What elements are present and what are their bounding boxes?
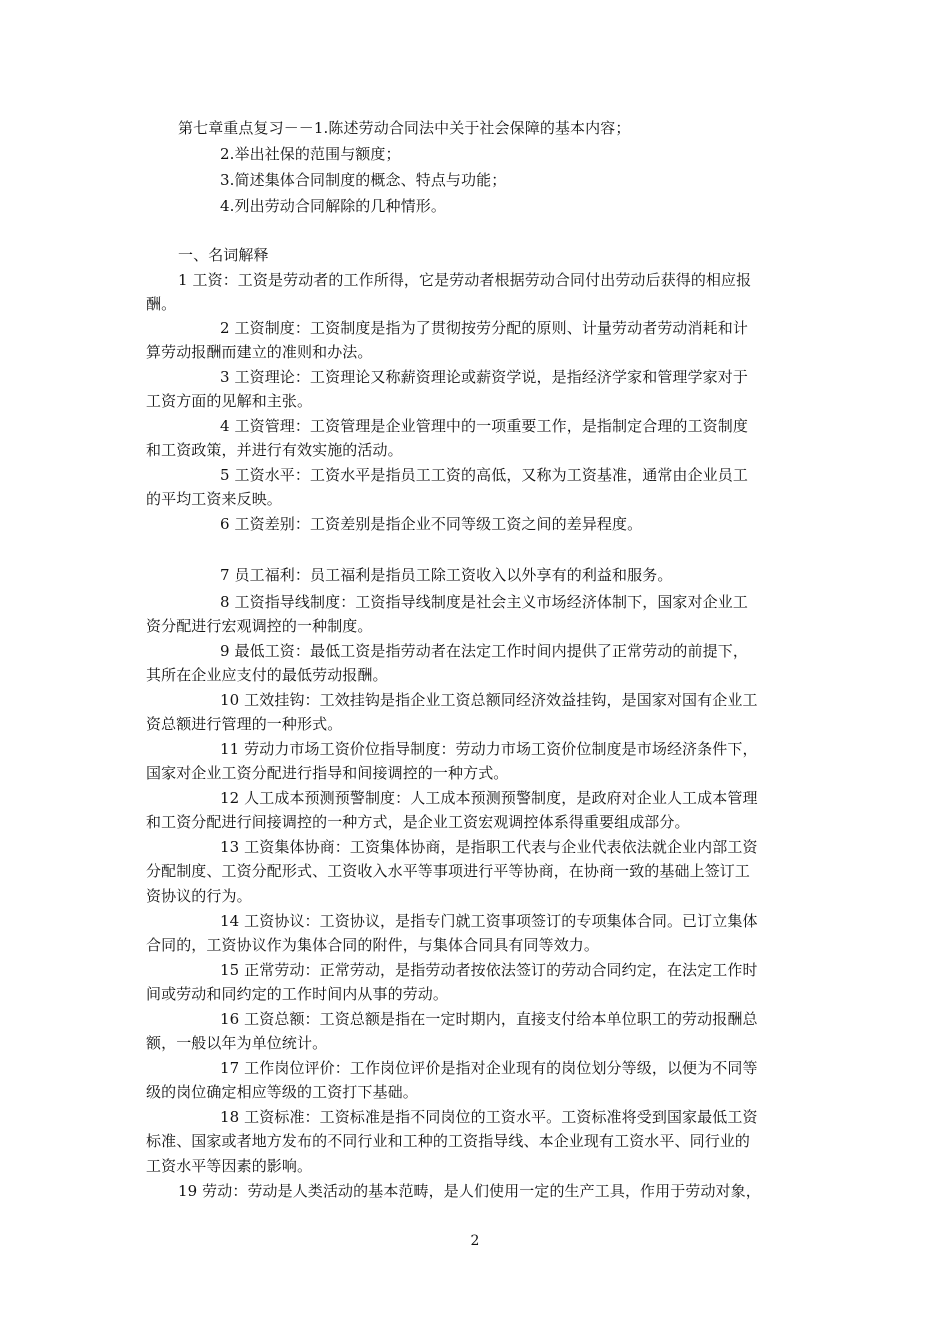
- review-heading: 第七章重点复习－－1.陈述劳动合同法中关于社会保障的基本内容；: [178, 119, 631, 137]
- term-2-line-2: 算劳动报酬而建立的准则和办法。: [146, 343, 373, 361]
- page-number: 2: [470, 1233, 480, 1249]
- term-1-line-1: 1 工资：工资是劳动者的工作所得，它是劳动者根据劳动合同付出劳动后获得的相应报: [178, 271, 752, 289]
- section-title: 一、名词解释: [178, 246, 269, 264]
- term-11-line-2: 国家对企业工资分配进行指导和间接调控的一种方式。: [146, 764, 509, 782]
- term-6-line-1: 6 工资差别：工资差别是指企业不同等级工资之间的差异程度。: [220, 515, 643, 533]
- term-3-line-2: 工资方面的见解和主张。: [146, 392, 313, 410]
- term-1-line-2: 酬。: [146, 295, 177, 313]
- review-question-2: 2.举出社保的范围与额度；: [220, 145, 401, 163]
- term-10-line-2: 资总额进行管理的一种形式。: [146, 715, 343, 733]
- review-question-3: 3.简述集体合同制度的概念、特点与功能；: [220, 171, 507, 189]
- term-7-line-1: 7 员工福利：员工福利是指员工除工资收入以外享有的利益和服务。: [220, 566, 673, 584]
- term-9-line-1: 9 最低工资：最低工资是指劳动者在法定工作时间内提供了正常劳动的前提下，: [220, 642, 748, 660]
- term-9-line-2: 其所在企业应支付的最低劳动报酬。: [146, 666, 388, 684]
- term-13-line-3: 资协议的行为。: [146, 887, 252, 905]
- term-16-line-1: 16 工资总额：工资总额是指在一定时期内，直接支付给本单位职工的劳动报酬总: [220, 1010, 758, 1028]
- term-16-line-2: 额，一般以年为单位统计。: [146, 1034, 328, 1052]
- review-question-4: 4.列出劳动合同解除的几种情形。: [220, 197, 446, 215]
- term-3-line-1: 3 工资理论：工资理论又称薪资理论或薪资学说，是指经济学家和管理学家对于: [220, 368, 748, 386]
- term-12-line-2: 和工资分配进行间接调控的一种方式，是企业工资宏观调控体系得重要组成部分。: [146, 813, 690, 831]
- term-17-line-2: 级的岗位确定相应等级的工资打下基础。: [146, 1083, 418, 1101]
- term-11-line-1: 11 劳动力市场工资价位指导制度：劳动力市场工资价位制度是市场经济条件下，: [220, 740, 758, 758]
- term-4-line-1: 4 工资管理：工资管理是企业管理中的一项重要工作，是指制定合理的工资制度: [220, 417, 748, 435]
- term-8-line-1: 8 工资指导线制度：工资指导线制度是社会主义市场经济体制下，国家对企业工: [220, 593, 748, 611]
- term-17-line-1: 17 工作岗位评价：工作岗位评价是指对企业现有的岗位划分等级，以便为不同等: [220, 1059, 758, 1077]
- term-19-line-1: 19 劳动：劳动是人类活动的基本范畴，是人们使用一定的生产工具，作用于劳动对象，: [178, 1182, 761, 1200]
- term-2-line-1: 2 工资制度：工资制度是指为了贯彻按劳分配的原则、计量劳动者劳动消耗和计: [220, 319, 748, 337]
- term-4-line-2: 和工资政策，并进行有效实施的活动。: [146, 441, 403, 459]
- term-13-line-2: 分配制度、工资分配形式、工资收入水平等事项进行平等协商，在协商一致的基础上签订工: [146, 862, 751, 880]
- term-14-line-1: 14 工资协议：工资协议，是指专门就工资事项签订的专项集体合同。已订立集体: [220, 912, 758, 930]
- term-5-line-2: 的平均工资来反映。: [146, 490, 282, 508]
- term-15-line-1: 15 正常劳动：正常劳动，是指劳动者按依法签订的劳动合同约定，在法定工作时: [220, 961, 758, 979]
- term-14-line-2: 合同的，工资协议作为集体合同的附件，与集体合同具有同等效力。: [146, 936, 600, 954]
- term-8-line-2: 资分配进行宏观调控的一种制度。: [146, 617, 373, 635]
- term-5-line-1: 5 工资水平：工资水平是指员工工资的高低，又称为工资基准，通常由企业员工: [220, 466, 748, 484]
- term-18-line-3: 工资水平等因素的影响。: [146, 1157, 313, 1175]
- term-12-line-1: 12 人工成本预测预警制度：人工成本预测预警制度，是政府对企业人工成本管理: [220, 789, 758, 807]
- term-18-line-1: 18 工资标准：工资标准是指不同岗位的工资水平。工资标准将受到国家最低工资: [220, 1108, 758, 1126]
- term-15-line-2: 间或劳动和同约定的工作时间内从事的劳动。: [146, 985, 449, 1003]
- term-13-line-1: 13 工资集体协商：工资集体协商，是指职工代表与企业代表依法就企业内部工资: [220, 838, 758, 856]
- term-10-line-1: 10 工效挂钩：工效挂钩是指企业工资总额同经济效益挂钩，是国家对国有企业工: [220, 691, 758, 709]
- term-18-line-2: 标准、国家或者地方发布的不同行业和工种的工资指导线、本企业现有工资水平、同行业的: [146, 1132, 751, 1150]
